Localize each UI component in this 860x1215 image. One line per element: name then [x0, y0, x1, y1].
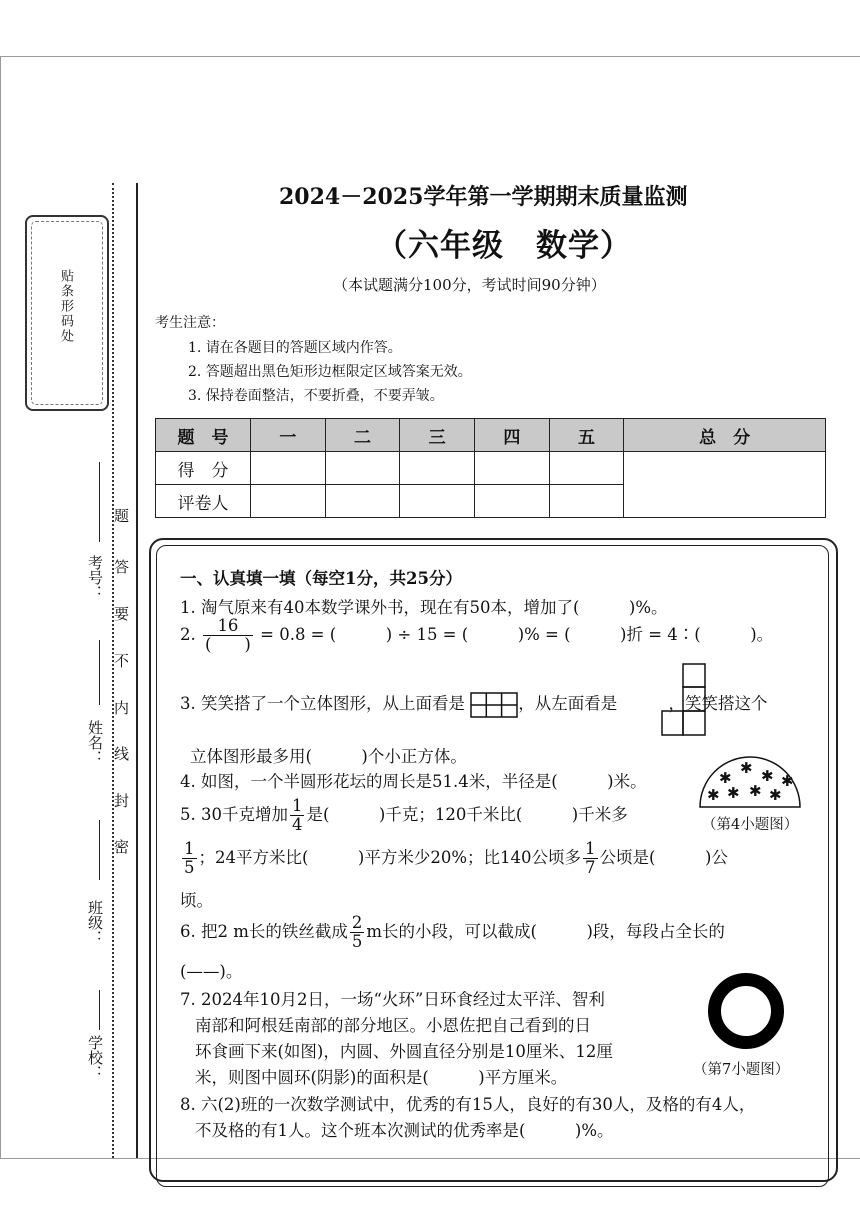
exam-number-line[interactable] [99, 462, 100, 542]
semicircle-flowerbed-figure [697, 752, 803, 810]
fraction-numerator: 16 [203, 617, 253, 636]
score-table-row [156, 452, 826, 485]
name-field-line[interactable] [99, 640, 100, 705]
svg-text:✱: ✱ [761, 767, 774, 785]
score-cell[interactable] [325, 452, 400, 485]
score-cell[interactable] [475, 452, 550, 485]
score-table [155, 418, 826, 518]
seal-char: 封 [114, 792, 130, 810]
exam-subtitle: （本试题满分100分，考试时间90分钟） [333, 276, 606, 294]
question-5-text: 公顷是( )公 [599, 848, 728, 868]
fraction-numerator: 1 [585, 839, 596, 858]
school-field-label: 学校： [86, 1035, 104, 1080]
question-6-fraction [350, 914, 365, 951]
question-6-line-2: (——)。 [180, 962, 243, 981]
exam-subject: （六年级 数学） [376, 228, 632, 264]
question-1: 1. 淘气原来有40本数学课外书，现在有50本，增加了( )%。 [180, 598, 668, 617]
question-2-number: 2. [180, 625, 196, 645]
question-6-text: m长的小段，可以截成( )段，每段占全长的 [366, 922, 725, 942]
figure-4-caption: （第4小题图） [702, 817, 799, 833]
question-4: 4. 如图，一个半圆形花坛的周长是51.4米，半径是( )米。 [180, 772, 647, 791]
class-field-line[interactable] [99, 820, 100, 880]
fraction-denominator[interactable]: ( ) [205, 635, 251, 655]
page-top-rule [0, 56, 860, 57]
question-5-text: ；24平方米比( )平方米少20%；比140公顷多 [198, 848, 582, 868]
question-5-line-2 [180, 840, 728, 877]
question-2-text: = 0.8 = ( ) ÷ 15 = ( )% = ( )折 = 4∶( )。 [260, 625, 774, 645]
question-6 [180, 914, 725, 951]
fraction-denominator: 5 [351, 932, 363, 952]
seal-char: 密 [114, 838, 130, 856]
question-8-line: 8. 六(2)班的一次数学测试中，优秀的有15人，良好的有30人，及格的有4人， [180, 1095, 756, 1114]
section-title: 一、认真填一填（每空1分，共25分） [180, 569, 462, 588]
question-3-text: ，笑笑搭这个 [668, 694, 768, 713]
barcode-area [25, 215, 109, 411]
svg-text:✱: ✱ [769, 786, 782, 804]
question-3-text: ，从左面看是 [518, 694, 618, 713]
fraction-denominator: 5 [184, 858, 195, 878]
name-field-label: 姓名： [86, 720, 104, 765]
question-7-line: 环食画下来(如图)，内圆、外圆直径分别是10厘米、12厘 [195, 1042, 613, 1061]
seal-char: 内 [114, 699, 130, 717]
svg-text:✱: ✱ [781, 772, 794, 790]
svg-text:✱: ✱ [727, 784, 740, 802]
school-field-line[interactable] [99, 990, 100, 1030]
class-field-label: 班级： [86, 900, 104, 945]
score-row-label: 评卷人 [156, 485, 251, 518]
score-cell[interactable] [400, 452, 475, 485]
question-7-line: 米，则图中圆环(阴影)的面积是( )平方厘米。 [195, 1068, 568, 1087]
score-table-header-row [156, 419, 826, 452]
question-6-text: 6. 把2 m长的铁丝截成 [180, 922, 348, 942]
score-cell[interactable] [251, 452, 326, 485]
seal-char: 要 [114, 605, 130, 623]
fraction-numerator: 2 [351, 913, 363, 932]
question-5-text: 5. 30千克增加 [180, 805, 288, 825]
question-2-fraction [203, 617, 253, 654]
left-view-grid-icon [661, 663, 707, 736]
svg-text:✱: ✱ [749, 782, 762, 800]
svg-text:✱: ✱ [740, 759, 753, 777]
score-header-cell: 二 [325, 419, 400, 452]
question-5-text: 是( )千克；120千米比( )千米多 [306, 805, 628, 825]
question-7-line: 南部和阿根廷南部的部分地区。小恩佐把自己看到的日 [195, 1016, 591, 1035]
top-view-grid-icon [470, 691, 518, 719]
question-5-fraction [290, 797, 305, 834]
question-5-line-3: 顷。 [180, 891, 213, 910]
score-header-cell: 四 [475, 419, 550, 452]
total-score-cell[interactable] [624, 452, 826, 518]
grader-cell[interactable] [400, 485, 475, 518]
notes-title: 考生注意： [155, 315, 225, 331]
note-item: 1. 请在各题目的答题区域内作答。 [188, 340, 402, 356]
grader-cell[interactable] [475, 485, 550, 518]
seal-char: 题 [114, 507, 130, 525]
seal-char: 不 [114, 652, 130, 670]
question-2 [180, 617, 773, 654]
svg-text:✱: ✱ [719, 769, 732, 787]
page-left-rule [0, 56, 1, 1158]
annular-eclipse-figure [705, 970, 787, 1052]
seal-char: 答 [114, 558, 130, 576]
question-3-line-2: 立体图形最多用( )个小正方体。 [190, 747, 467, 766]
score-header-cell: 总 分 [624, 419, 826, 452]
score-row-label: 得 分 [156, 452, 251, 485]
grader-cell[interactable] [251, 485, 326, 518]
score-header-cell: 题 号 [156, 419, 251, 452]
seal-solid-line [136, 183, 138, 1158]
barcode-label: 贴条形码处 [58, 269, 73, 344]
question-5-fraction [182, 840, 197, 877]
fraction-numerator: 1 [184, 839, 195, 858]
figure-7-caption: （第7小题图） [693, 1062, 790, 1078]
question-8-line: 不及格的有1人。这个班本次测试的优秀率是( )%。 [195, 1121, 614, 1140]
score-header-cell: 三 [400, 419, 475, 452]
seal-char: 线 [114, 745, 130, 763]
question-5 [180, 797, 628, 834]
note-item: 3. 保持卷面整洁，不要折叠，不要弄皱。 [188, 388, 444, 404]
note-item: 2. 答题超出黑色矩形边框限定区域答案无效。 [188, 364, 472, 380]
score-header-cell: 五 [549, 419, 624, 452]
fraction-numerator: 1 [291, 796, 303, 815]
grader-cell[interactable] [325, 485, 400, 518]
score-header-cell: 一 [251, 419, 326, 452]
question-3-text: 3. 笑笑搭了一个立体图形，从上面看是 [180, 694, 465, 713]
svg-text:✱: ✱ [707, 786, 720, 804]
grader-cell[interactable] [549, 485, 624, 518]
fraction-denominator: 7 [585, 858, 596, 878]
question-5-fraction [583, 840, 598, 877]
question-7-line: 7. 2024年10月2日，一场“火环”日环食经过太平洋、智利 [180, 990, 605, 1009]
exam-number-label: 考号： [86, 555, 104, 600]
exam-title: 2024－2025学年第一学期期末质量监测 [279, 184, 688, 210]
fraction-denominator: 4 [291, 815, 303, 835]
score-cell[interactable] [549, 452, 624, 485]
